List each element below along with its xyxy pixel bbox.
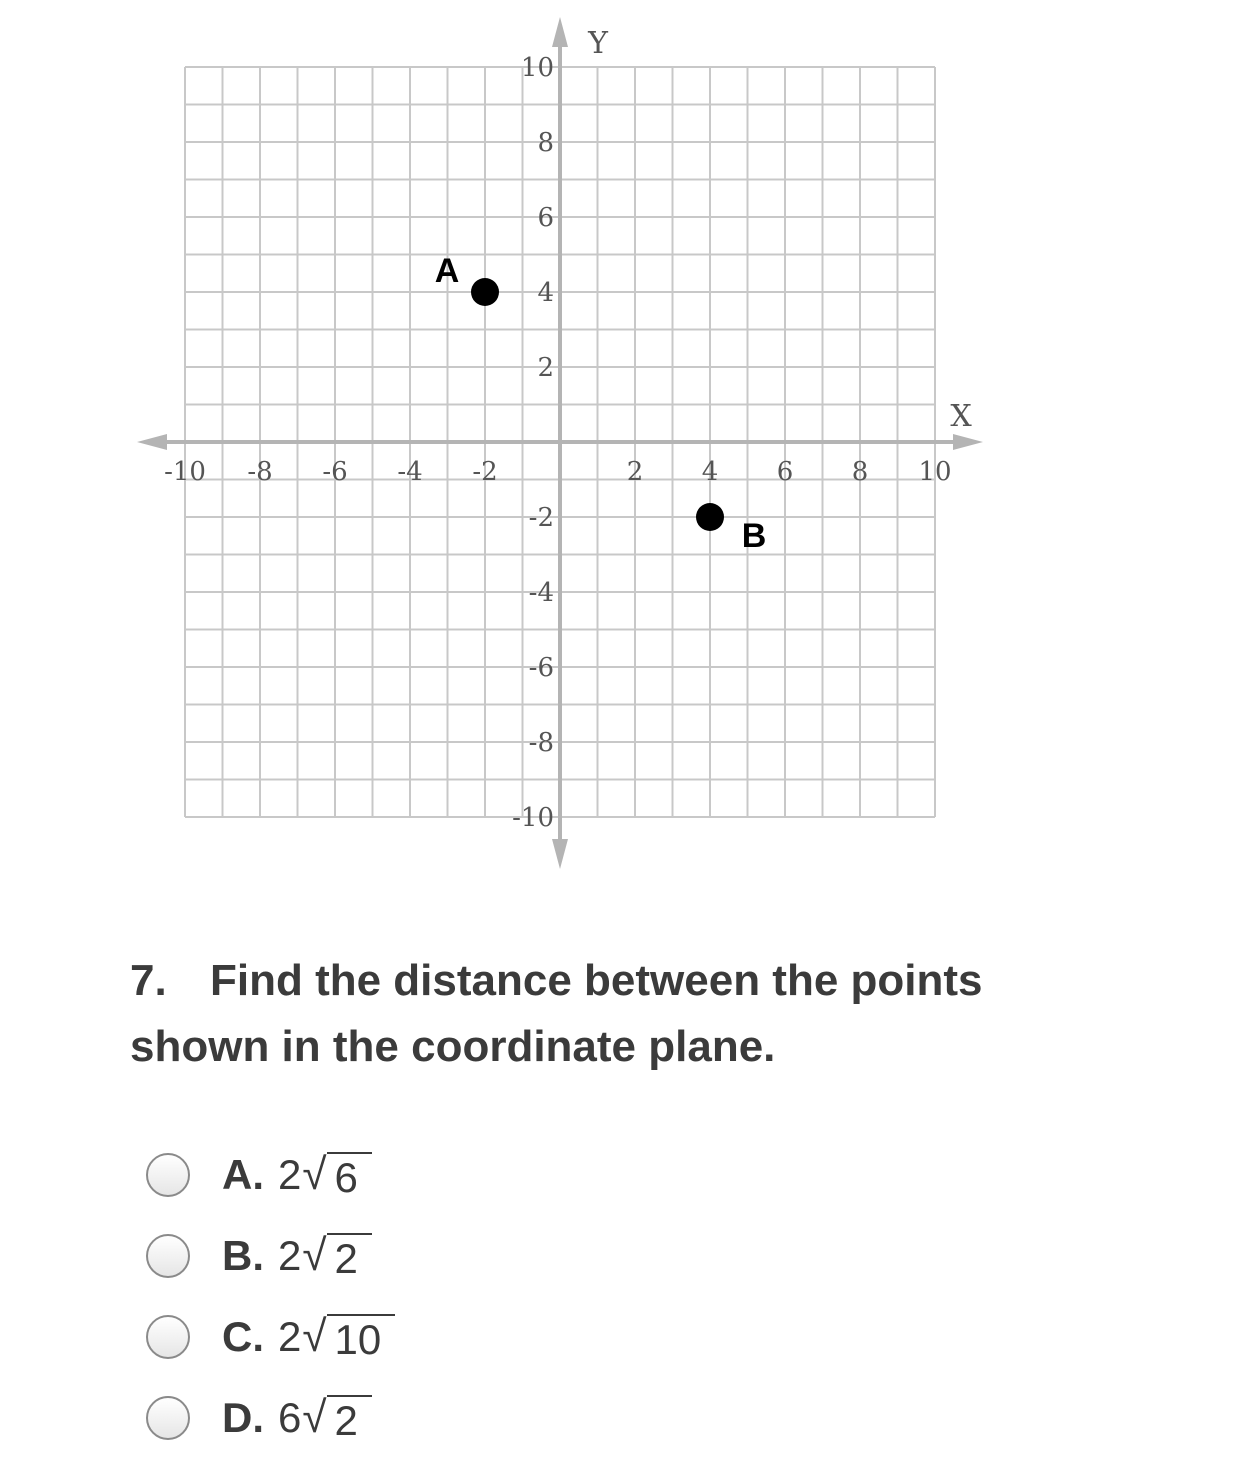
x-tick-label: -10 bbox=[164, 457, 206, 487]
point-b-label: B bbox=[741, 517, 767, 555]
question-line-1: Find the distance between the points bbox=[210, 956, 983, 1005]
x-axis-left-arrow-icon bbox=[137, 434, 167, 450]
option-letter: C. bbox=[222, 1312, 264, 1360]
point-b-marker bbox=[696, 503, 724, 531]
x-axis-label: X bbox=[950, 399, 972, 434]
x-tick-label: 2 bbox=[626, 457, 644, 487]
radio-button-d[interactable] bbox=[146, 1396, 190, 1440]
option-letter: D. bbox=[222, 1393, 264, 1441]
option-a[interactable] bbox=[146, 1134, 746, 1215]
x-tick-label: 8 bbox=[851, 457, 869, 487]
square-root-icon: √ bbox=[302, 1311, 327, 1361]
square-root-icon: √ bbox=[302, 1149, 327, 1199]
y-tick-label: 2 bbox=[537, 353, 554, 383]
option-letter: B. bbox=[222, 1231, 264, 1279]
x-tick-label: 4 bbox=[701, 457, 719, 487]
radio-button-b[interactable] bbox=[146, 1234, 190, 1278]
point-a-label: A bbox=[434, 252, 460, 290]
x-tick-label: 10 bbox=[918, 457, 952, 487]
option-b[interactable] bbox=[146, 1215, 746, 1296]
question-line-2: shown in the coordinate plane. bbox=[130, 1022, 776, 1071]
y-tick-label: 8 bbox=[537, 128, 554, 158]
square-root-icon: √ bbox=[302, 1392, 327, 1442]
option-radicand: 6 bbox=[327, 1152, 372, 1202]
radio-button-c[interactable] bbox=[146, 1315, 190, 1359]
option-coefficient: 2 bbox=[278, 1150, 302, 1198]
option-c[interactable] bbox=[146, 1296, 746, 1377]
radio-button-a[interactable] bbox=[146, 1153, 190, 1197]
option-radicand: 2 bbox=[327, 1395, 372, 1445]
answer-options bbox=[146, 1134, 746, 1458]
y-tick-label: 10 bbox=[520, 53, 554, 83]
y-axis-down-arrow-icon bbox=[552, 839, 568, 869]
option-coefficient: 2 bbox=[278, 1312, 302, 1360]
square-root-icon: √ bbox=[302, 1230, 327, 1280]
x-tick-label: -2 bbox=[472, 457, 498, 487]
question-number: 7. bbox=[130, 956, 167, 1005]
option-c-label bbox=[222, 1310, 395, 1364]
y-tick-label: 6 bbox=[537, 203, 554, 233]
option-radicand: 10 bbox=[327, 1314, 396, 1364]
option-d[interactable] bbox=[146, 1377, 746, 1458]
y-tick-label: -2 bbox=[528, 503, 554, 533]
y-tick-label: -8 bbox=[528, 728, 554, 758]
option-letter: A. bbox=[222, 1150, 264, 1198]
x-tick-label: 6 bbox=[776, 457, 794, 487]
x-tick-label: -4 bbox=[397, 457, 423, 487]
option-d-label bbox=[222, 1391, 372, 1445]
question-text bbox=[130, 948, 1130, 1080]
y-tick-label: 4 bbox=[537, 278, 554, 308]
point-a-marker bbox=[471, 278, 499, 306]
x-tick-label: -6 bbox=[322, 457, 348, 487]
option-a-label bbox=[222, 1148, 372, 1202]
y-tick-label: -10 bbox=[512, 803, 554, 833]
y-axis-up-arrow-icon bbox=[552, 17, 568, 47]
y-axis-label: Y bbox=[588, 26, 608, 61]
option-radicand: 2 bbox=[327, 1233, 372, 1283]
x-axis-right-arrow-icon bbox=[953, 434, 983, 450]
option-coefficient: 2 bbox=[278, 1231, 302, 1279]
x-tick-label: -8 bbox=[247, 457, 273, 487]
y-tick-label: -6 bbox=[528, 653, 554, 683]
y-tick-label: -4 bbox=[528, 578, 554, 608]
option-coefficient: 6 bbox=[278, 1393, 302, 1441]
option-b-label bbox=[222, 1229, 372, 1283]
